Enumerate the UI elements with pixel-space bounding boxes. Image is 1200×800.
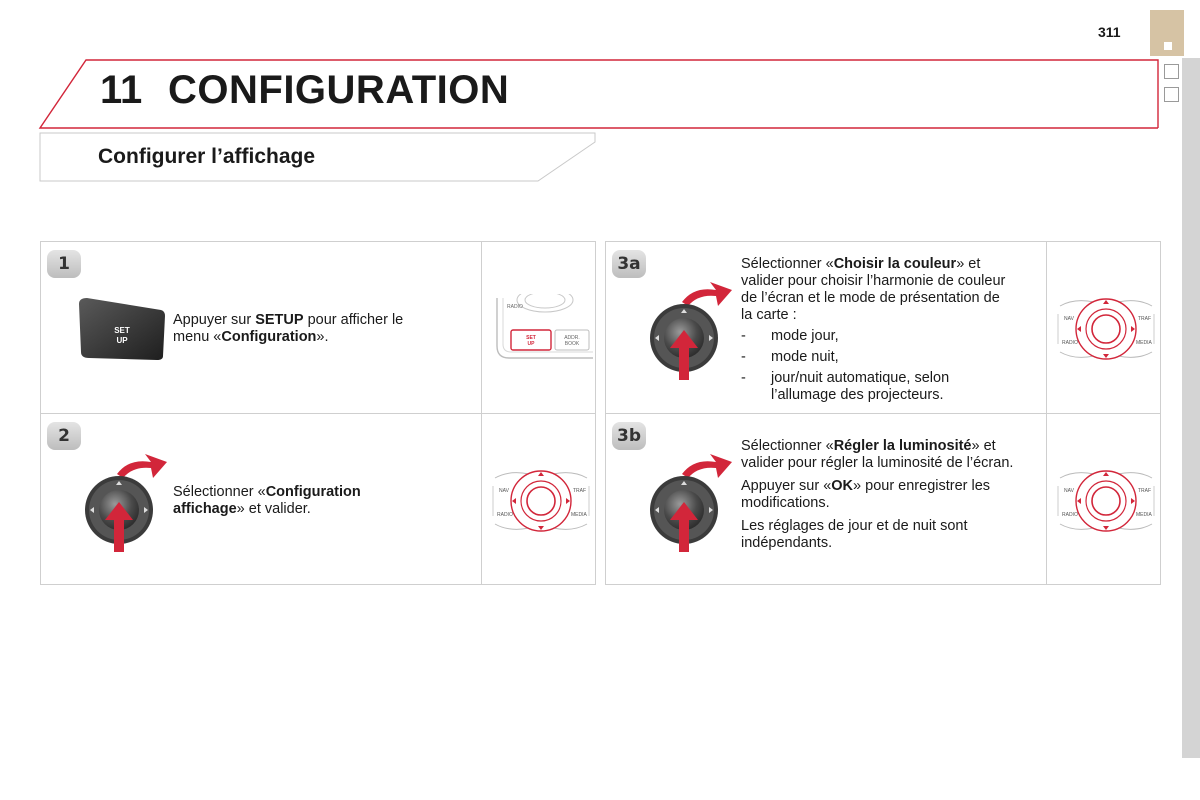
step-badge-3a: 3a [612,250,646,278]
setup-button-icon [73,296,169,362]
step-badge-2: 2 [47,422,81,450]
svg-text:RADIO: RADIO [1062,340,1078,346]
svg-text:RADIO: RADIO [1062,512,1078,518]
step-1-text: Appuyer sur SETUP pour afficher le menu «Configuration». [173,312,404,345]
svg-text:MEDIA: MEDIA [571,512,587,518]
setup-button-label-2: UP [116,336,128,345]
steps-panel-left [40,241,596,585]
step-3a-text: Sélectionner «Choisir la couleur» et valider pour choisir l’harmonie de couleur de l’écran et le mode de présentation de la carte : - mode jour, - mode nuit, - jour/nuit automatique, selon l’allumage des projecteurs. [741,256,1009,404]
step-badge-1: 1 [47,250,81,278]
chapter-number: 11 [100,68,143,112]
rotary-knob-icon [79,452,169,554]
setup-button-label-1: SET [114,326,130,335]
svg-text:NAV: NAV [499,488,509,494]
page-number: 311 [1098,24,1121,40]
steps-panel-right [605,241,1161,585]
list-item: - jour/nuit automatique, selon l’allumage des projecteurs. [741,370,950,403]
rotary-knob-icon [644,280,734,382]
svg-text:NAV: NAV [1064,316,1074,322]
step-2-text: Sélectionner «Configuration affichage» et valider. [173,484,361,517]
step-badge-3b: 3b [612,422,646,450]
step-3b-text: Sélectionner «Régler la luminosité» et valider pour régler la luminosité de l’écran. Appuyer sur «OK» pour enregistrer les modifications. Les réglages de jour et de nuit sont indépendants. [741,438,1014,551]
svg-text:RADIO: RADIO [497,512,513,518]
svg-text:NAV: NAV [1064,488,1074,494]
svg-text:SET: SET [526,335,536,341]
navigation-console-thumbnail [1054,466,1158,536]
svg-text:RADIO: RADIO [507,304,523,310]
control-panel-thumbnail [493,294,597,364]
svg-text:MEDIA: MEDIA [1136,512,1152,518]
svg-text:UP: UP [527,341,535,347]
rotary-knob-icon [644,452,734,554]
svg-text:MEDIA: MEDIA [1136,340,1152,346]
svg-text:ADDR.: ADDR. [564,335,580,341]
navigation-console-thumbnail [489,466,593,536]
navigation-console-thumbnail [1054,294,1158,364]
svg-text:BOOK: BOOK [564,341,580,347]
list-item: - mode jour, [741,328,839,344]
svg-text:TRAF: TRAF [573,488,587,494]
svg-text:TRAF: TRAF [1138,316,1152,322]
svg-text:TRAF: TRAF [1138,488,1152,494]
chapter-title: CONFIGURATION [168,68,510,112]
section-title: Configurer l’affichage [98,145,316,168]
list-item: - mode nuit, [741,349,839,365]
